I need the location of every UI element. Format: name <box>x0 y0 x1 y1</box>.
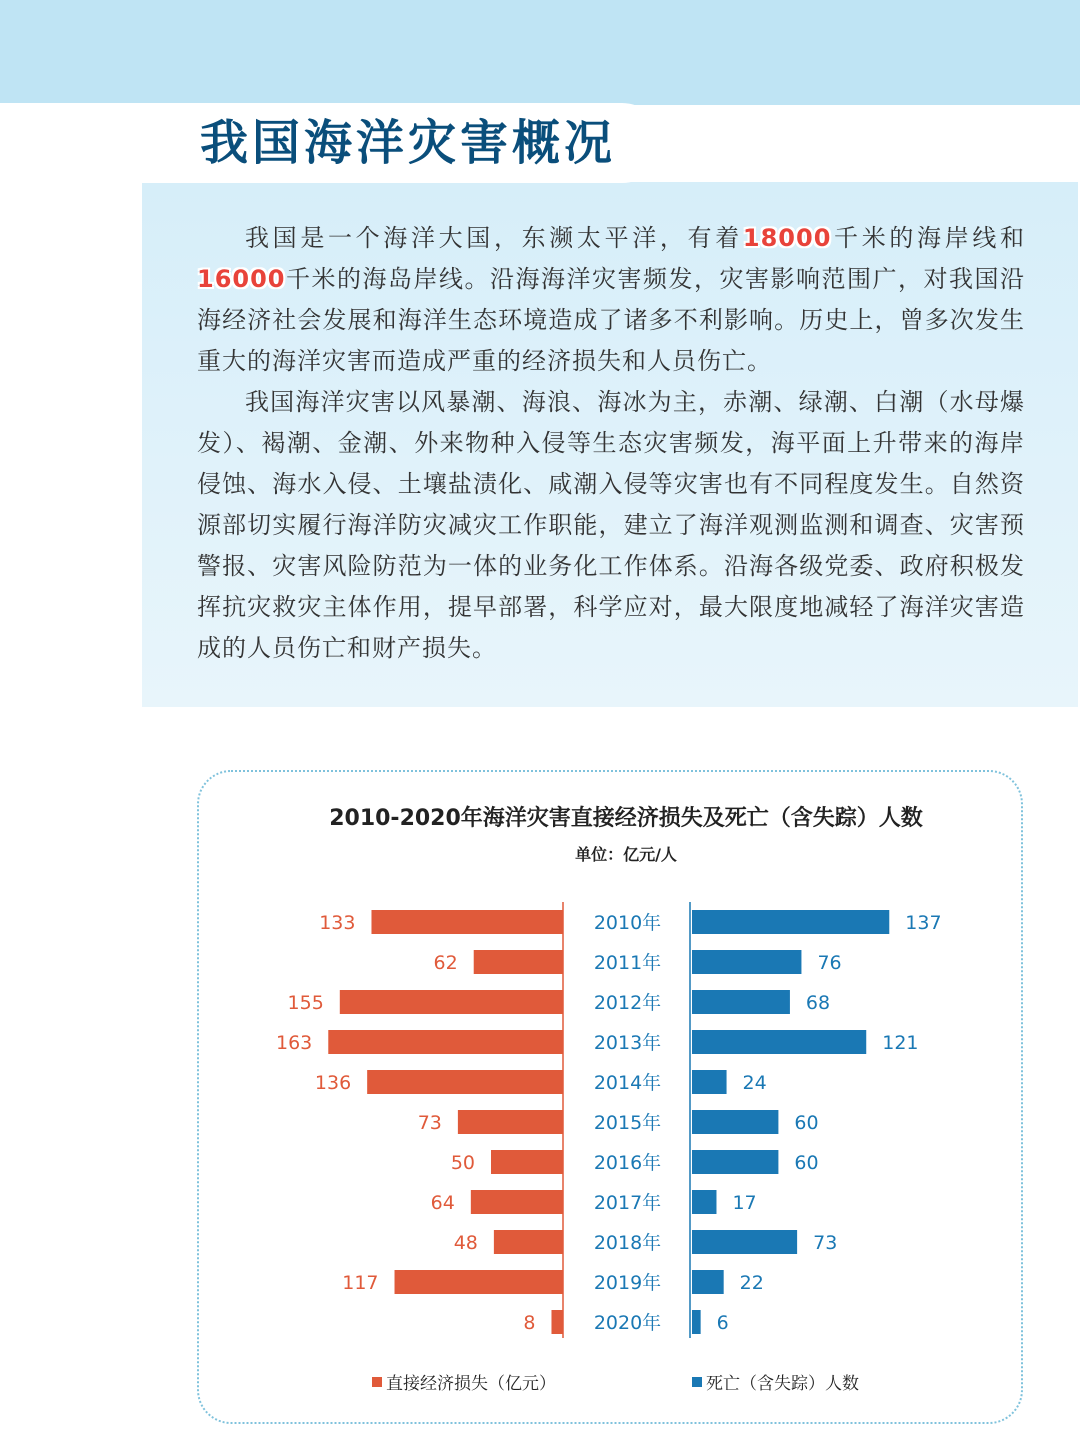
loss-bar <box>367 1070 563 1094</box>
loss-value-label: 136 <box>314 1072 352 1094</box>
loss-bar <box>471 1190 563 1214</box>
year-label: 2014年 <box>593 1072 662 1094</box>
death-value-label: 60 <box>794 1112 819 1134</box>
death-value-label: 60 <box>794 1152 819 1174</box>
paragraph-1-before: 我国是一个海洋大国，东濒太平洋，有着 <box>245 224 743 252</box>
death-bar <box>692 1230 797 1254</box>
loss-value-label: 48 <box>453 1232 478 1254</box>
loss-bar <box>551 1310 563 1334</box>
year-label: 2017年 <box>593 1192 662 1214</box>
legend <box>372 1374 859 1394</box>
chart-subtitle: 单位：亿元/人 <box>575 845 677 864</box>
loss-bar <box>494 1230 563 1254</box>
paragraph-2: 我国海洋灾害以风暴潮、海浪、海冰为主，赤潮、绿潮、白潮（水母爆发）、褐潮、金潮、外来物种入侵等生态灾害频发，海平面上升带来的海岸侵蚀、海水入侵、土壤盐渍化、咸潮入侵等灾害也有不同程度发生。自然资源部切实履行海洋防灾减灾工作职能，建立了海洋观测监测和调查、灾害预警报、灾害风险防范为一体的业务化工作体系。沿海各级党委、政府积极发挥抗灾救灾主体作用，提早部署，科学应对，最大限度地减轻了海洋灾害造成的人员伤亡和财产损失。 <box>197 388 1025 662</box>
death-value-label: 121 <box>882 1032 919 1054</box>
loss-value-label: 50 <box>450 1152 475 1174</box>
legend-label-death: 死亡（含失踪）人数 <box>706 1374 859 1394</box>
year-label: 2018年 <box>593 1232 662 1254</box>
island-coastline-length: 16000 <box>197 265 286 293</box>
death-value-label: 137 <box>905 912 942 934</box>
loss-value-label: 62 <box>433 952 458 974</box>
year-label: 2015年 <box>593 1112 662 1134</box>
death-bar <box>692 950 801 974</box>
death-bar <box>692 1310 701 1334</box>
year-label: 2010年 <box>593 912 662 934</box>
paragraph-1-after: 千米的海岛岸线。沿海海洋灾害频发，灾害影响范围广，对我国沿海经济社会发展和海洋生态环境造成了诸多不利影响。历史上，曾多次发生重大的海洋灾害而造成严重的经济损失和人员伤亡。 <box>197 265 1025 375</box>
year-label: 2020年 <box>593 1312 662 1334</box>
loss-bar <box>340 990 563 1014</box>
legend-swatch-death <box>692 1377 702 1387</box>
loss-bar <box>491 1150 563 1174</box>
death-bar <box>692 990 790 1014</box>
year-label: 2011年 <box>593 952 662 974</box>
page-title: 我国海洋灾害概况 <box>200 115 617 171</box>
loss-value-label: 8 <box>523 1312 536 1334</box>
death-value-label: 24 <box>742 1072 767 1094</box>
loss-value-label: 117 <box>342 1272 379 1294</box>
year-label: 2016年 <box>593 1152 662 1174</box>
loss-value-label: 133 <box>319 912 356 934</box>
death-bar <box>692 910 889 934</box>
loss-value-label: 155 <box>287 992 324 1014</box>
loss-value-label: 73 <box>417 1112 442 1134</box>
death-bar <box>692 1110 778 1134</box>
death-value-label: 22 <box>739 1272 764 1294</box>
coastline-length: 18000 <box>742 224 832 252</box>
legend-swatch-loss <box>372 1377 382 1387</box>
death-bar <box>692 1070 727 1094</box>
death-value-label: 68 <box>805 992 831 1014</box>
loss-bar <box>474 950 563 974</box>
year-label: 2012年 <box>593 992 662 1014</box>
loss-bar <box>371 910 563 934</box>
death-bar <box>692 1150 778 1174</box>
loss-value-label: 163 <box>276 1032 313 1054</box>
loss-value-label: 64 <box>430 1192 455 1214</box>
bars-group <box>276 910 942 1334</box>
death-value-label: 17 <box>732 1192 757 1214</box>
paragraph-1-mid: 千米的海岸线和 <box>831 224 1026 252</box>
chart-title: 2010-2020年海洋灾害直接经济损失及死亡（含失踪）人数 <box>329 806 923 831</box>
year-label: 2013年 <box>593 1032 662 1054</box>
loss-bar <box>395 1270 563 1294</box>
year-label: 2019年 <box>593 1272 662 1294</box>
death-value-label: 76 <box>817 952 842 974</box>
loss-bar <box>458 1110 563 1134</box>
death-value-label: 73 <box>813 1232 838 1254</box>
death-value-label: 6 <box>716 1312 729 1334</box>
death-bar <box>692 1030 866 1054</box>
loss-bar <box>328 1030 563 1054</box>
legend-label-loss: 直接经济损失（亿元） <box>386 1374 556 1394</box>
death-bar <box>692 1190 716 1214</box>
death-bar <box>692 1270 724 1294</box>
